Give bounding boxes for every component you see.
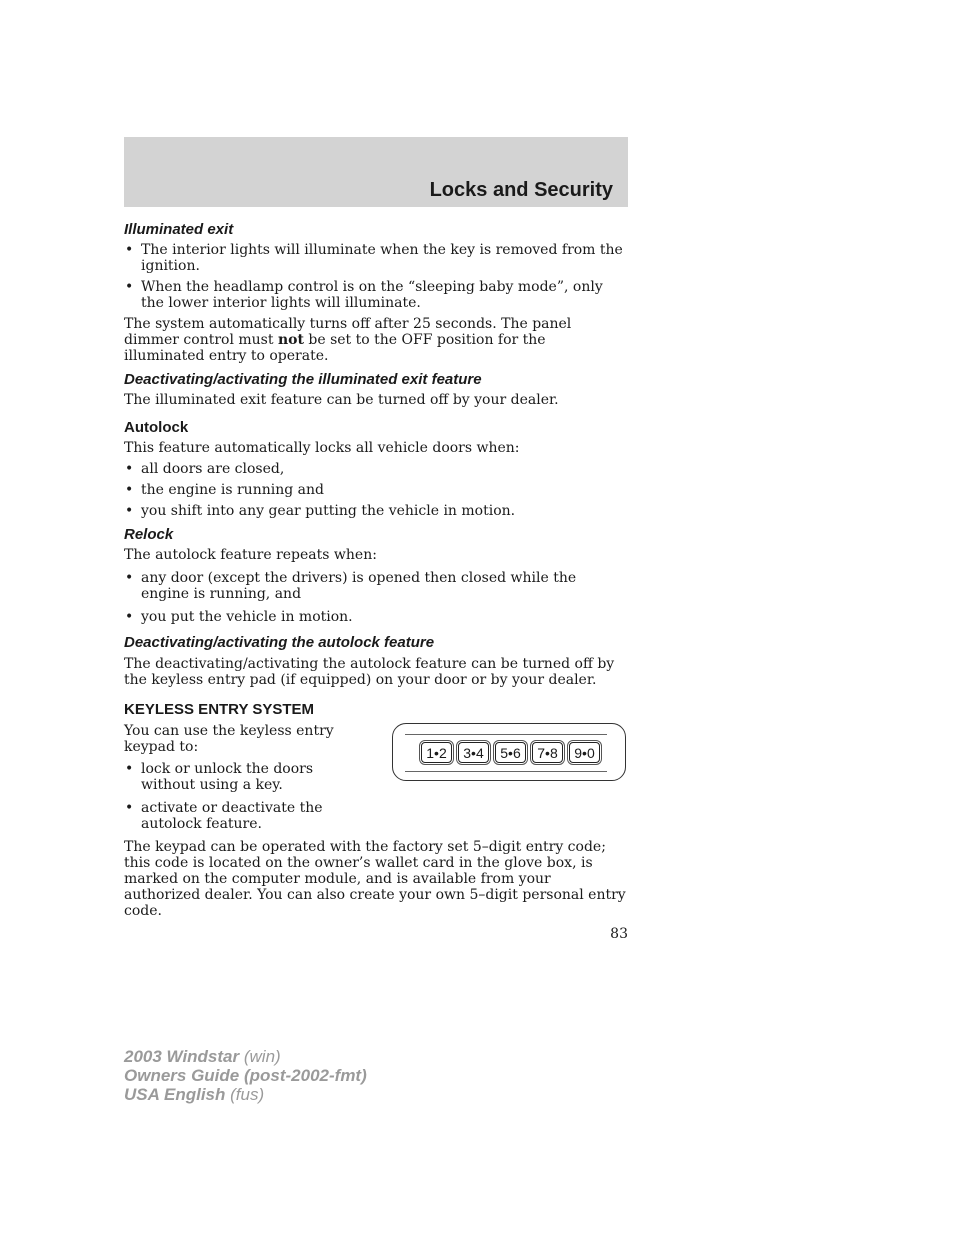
footer-language: USA English (124, 1085, 226, 1104)
document-footer (124, 1047, 367, 1104)
relock-intro: The autolock feature repeats when: (124, 547, 377, 563)
keypad-button: 3•4 (458, 742, 489, 763)
autolock-list (124, 461, 628, 519)
keypad-edge-line (405, 771, 607, 772)
list-item: • When the headlamp control is on the “sleeping baby mode”, only the lower interior lights will illuminate. (124, 279, 628, 311)
emphasis-text: not (277, 332, 304, 348)
paragraph-text: The system automatically turns off after 25 seconds. The panel dimmer control must (124, 316, 572, 348)
page-number: 83 (610, 926, 628, 942)
footer-line (124, 1047, 367, 1066)
illuminated-exit-paragraph (124, 316, 628, 364)
autolock-intro: This feature automatically locks all vehicle doors when: (124, 440, 520, 456)
keypad-button: 9•0 (569, 742, 600, 763)
footer-line (124, 1066, 367, 1085)
footer-model: 2003 Windstar (124, 1047, 240, 1066)
keypad-edge-line (405, 734, 607, 735)
keyless-paragraph: The keypad can be operated with the factory set 5–digit entry code; this code is located on the owner’s wallet card in the glove box, is marked on the computer module, and is available from your authorized dealer. You can also create your own 5–digit personal entry code. (124, 839, 626, 919)
footer-guide: Owners Guide (post-2002-fmt) (124, 1066, 367, 1085)
list-item: • you shift into any gear putting the vehicle in motion. (124, 503, 628, 519)
keyless-intro: You can use the keyless entry keypad to: (124, 723, 334, 755)
keypad-button: 7•8 (532, 742, 563, 763)
heading-keyless-entry: KEYLESS ENTRY SYSTEM (124, 701, 315, 718)
keyless-entry-text (124, 723, 374, 832)
keypad-button: 5•6 (495, 742, 526, 763)
section-header-bar (124, 137, 628, 207)
heading-relock: Relock (124, 526, 174, 543)
keypad-buttons (421, 742, 600, 763)
list-item: • lock or unlock the doors without using a key. (124, 761, 374, 793)
heading-deactivate-illuminated-exit: Deactivating/activating the illuminated exit feature (124, 371, 482, 388)
footer-line (124, 1085, 367, 1104)
list-item: • you put the vehicle in motion. (124, 609, 628, 625)
page-content (124, 220, 628, 919)
illuminated-exit-list (124, 242, 628, 311)
list-item: • the engine is running and (124, 482, 628, 498)
footer-code: (win) (239, 1047, 281, 1066)
keypad-button: 1•2 (421, 742, 452, 763)
list-item: • The interior lights will illuminate when the key is removed from the ignition. (124, 242, 628, 274)
list-item: • any door (except the drivers) is opened then closed while the engine is running, and (124, 570, 628, 602)
deactivate-autolock-paragraph: The deactivating/activating the autolock feature can be turned off by the keyless entry pad (if equipped) on your door or by your dealer. (124, 656, 615, 688)
relock-list (124, 570, 628, 625)
heading-illuminated-exit: Illuminated exit (124, 221, 234, 238)
heading-deactivate-autolock: Deactivating/activating the autolock feature (124, 634, 435, 651)
section-title: Locks and Security (429, 179, 613, 201)
keypad-illustration (392, 723, 626, 781)
list-item: • activate or deactivate the autolock feature. (124, 800, 374, 832)
heading-autolock: Autolock (124, 419, 189, 436)
deactivate-illuminated-paragraph: The illuminated exit feature can be turned off by your dealer. (124, 392, 559, 408)
keyless-list (124, 761, 374, 832)
paragraph-text: be set to the OFF position for the illuminated entry to operate. (124, 332, 546, 364)
keyless-entry-block (124, 723, 628, 832)
list-item: • all doors are closed, (124, 461, 628, 477)
footer-code: (fus) (225, 1085, 265, 1104)
